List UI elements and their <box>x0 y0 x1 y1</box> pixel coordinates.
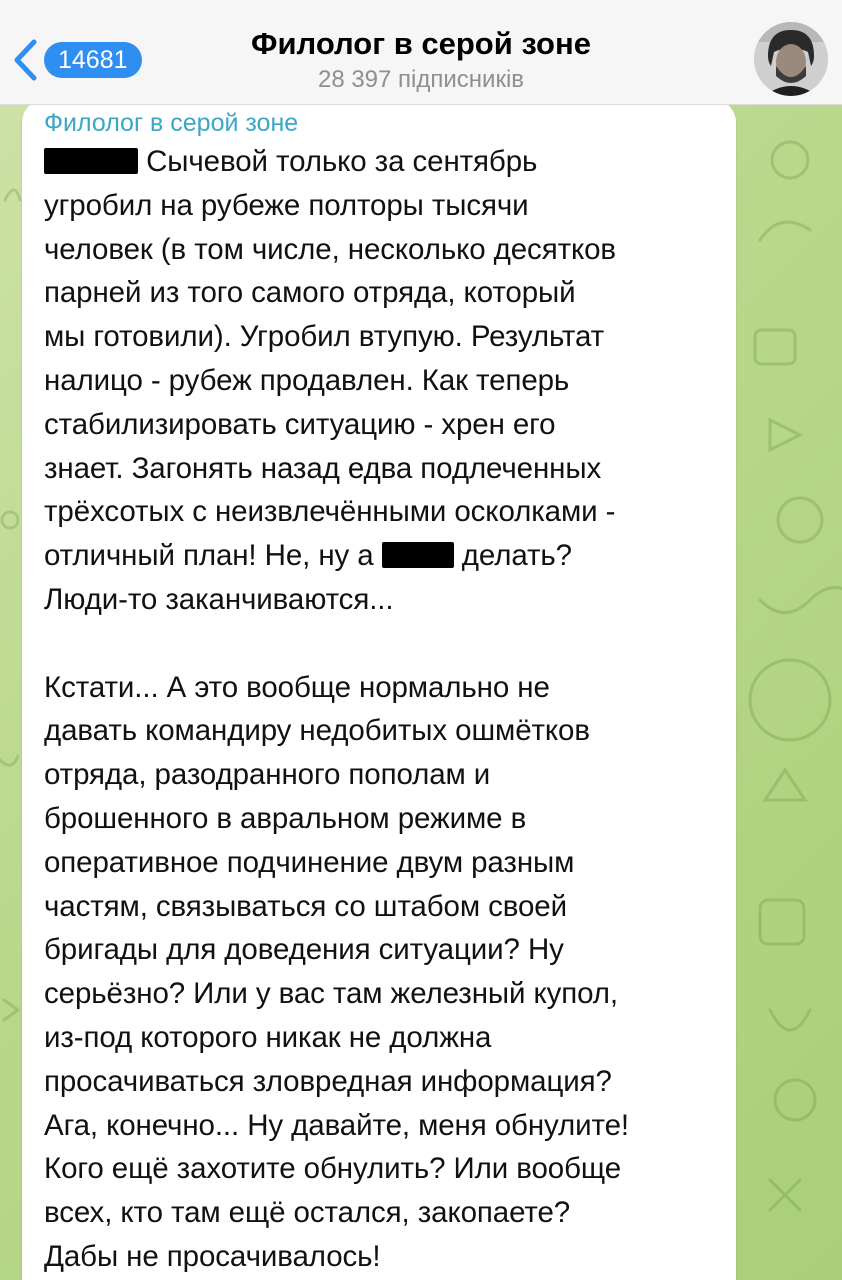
message-text-part-2: делать? Люди-то заканчиваются... <box>44 539 572 616</box>
message-text-part-1: Сычевой только за сентябрь угробил на рубеже полторы тысячи человек (в том числе, несколько десятков парней из того самого отряда, который мы готовили). Угробил втупую. Результат налицо - рубеж продавлен. Как теперь стабилизировать ситуацию - хрен его знает. Загонять назад едва подлеченных трёхсотых с неизвлечёнными осколками - отличный план! Не, ну а <box>44 145 616 573</box>
redaction-mark <box>382 542 454 568</box>
chat-header <box>0 0 842 105</box>
subscriber-count: 28 397 підписників <box>317 66 525 93</box>
avatar-image <box>754 22 828 96</box>
unread-count-badge: 14681 <box>44 42 142 78</box>
channel-title: Филолог в серой зоне <box>251 26 591 61</box>
message-sender[interactable]: Филолог в серой зоне <box>44 109 299 137</box>
channel-avatar[interactable] <box>754 22 828 96</box>
message-text <box>44 140 724 1279</box>
message-bubble[interactable] <box>22 100 736 1280</box>
channel-title-block[interactable] <box>0 24 842 96</box>
redaction-mark <box>44 148 138 174</box>
message-text-part-3: Кстати... А это вообще нормально не давать командиру недобитых ошмётков отряда, разодранного пополам и брошенного в авральном режиме в оперативное подчинение двум разным частям, связываться со штабом своей бригады для доведения ситуации? Ну серьёзно? Или у вас там железный купол, из-под которого никак не должна просачиваться зловредная информация? Ага, конечно... Ну давайте, меня обнулите! Кого ещё захотите обнулить? Или вообще всех, кто там ещё остался, закопаете? Дабы не просачивалось! <box>44 670 629 1273</box>
